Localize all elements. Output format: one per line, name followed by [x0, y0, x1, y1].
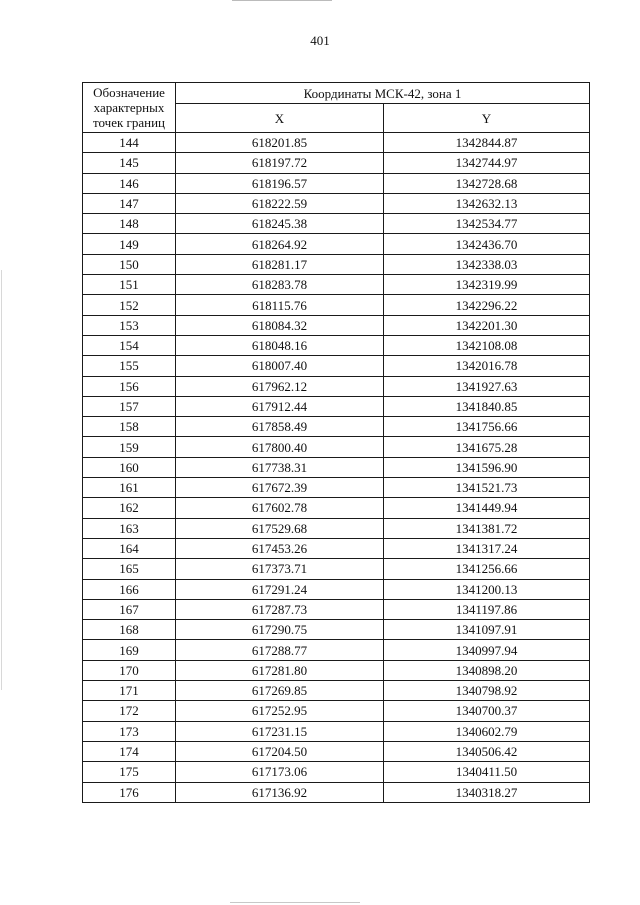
x-coordinate-cell: 618197.72: [176, 153, 384, 173]
table-row: [83, 173, 590, 193]
y-coordinate-cell: 1340411.50: [384, 762, 590, 782]
table-row: [83, 782, 590, 802]
y-coordinate-cell: 1342201.30: [384, 315, 590, 335]
point-number-cell: 168: [83, 620, 176, 640]
table-row: [83, 254, 590, 274]
point-number-cell: 169: [83, 640, 176, 660]
x-coordinate-cell: 618245.38: [176, 214, 384, 234]
table-row: [83, 701, 590, 721]
table-row: [83, 579, 590, 599]
point-number-cell: 167: [83, 599, 176, 619]
x-coordinate-cell: 617287.73: [176, 599, 384, 619]
point-number-cell: 158: [83, 417, 176, 437]
table-row: [83, 478, 590, 498]
table-row: [83, 457, 590, 477]
coordinates-table: [82, 82, 590, 803]
x-coordinate-cell: 617290.75: [176, 620, 384, 640]
scan-edge-bottom: [230, 902, 360, 903]
point-number-cell: 176: [83, 782, 176, 802]
table-row: [83, 234, 590, 254]
x-coordinate-cell: 617204.50: [176, 741, 384, 761]
point-number-cell: 164: [83, 538, 176, 558]
header-coordinates: Координаты МСК-42, зона 1: [176, 83, 590, 104]
y-coordinate-cell: 1342108.08: [384, 335, 590, 355]
y-coordinate-cell: 1342744.97: [384, 153, 590, 173]
table-row: [83, 193, 590, 213]
point-number-cell: 171: [83, 681, 176, 701]
header-y: Y: [384, 104, 590, 133]
header-x: X: [176, 104, 384, 133]
x-coordinate-cell: 617288.77: [176, 640, 384, 660]
point-number-cell: 162: [83, 498, 176, 518]
y-coordinate-cell: 1340997.94: [384, 640, 590, 660]
point-number-cell: 152: [83, 295, 176, 315]
point-number-cell: 153: [83, 315, 176, 335]
table-row: [83, 376, 590, 396]
x-coordinate-cell: 618264.92: [176, 234, 384, 254]
x-coordinate-cell: 618115.76: [176, 295, 384, 315]
x-coordinate-cell: 617173.06: [176, 762, 384, 782]
y-coordinate-cell: 1341840.85: [384, 396, 590, 416]
x-coordinate-cell: 617453.26: [176, 538, 384, 558]
table-row: [83, 133, 590, 153]
table-row: [83, 275, 590, 295]
table-row: [83, 660, 590, 680]
x-coordinate-cell: 617252.95: [176, 701, 384, 721]
x-coordinate-cell: 617136.92: [176, 782, 384, 802]
x-coordinate-cell: 618283.78: [176, 275, 384, 295]
x-coordinate-cell: 617373.71: [176, 559, 384, 579]
point-number-cell: 146: [83, 173, 176, 193]
point-number-cell: 159: [83, 437, 176, 457]
point-number-cell: 165: [83, 559, 176, 579]
table-row: [83, 538, 590, 558]
y-coordinate-cell: 1341197.86: [384, 599, 590, 619]
table-row: [83, 315, 590, 335]
y-coordinate-cell: 1341317.24: [384, 538, 590, 558]
table-row: [83, 762, 590, 782]
point-number-cell: 144: [83, 133, 176, 153]
point-number-cell: 163: [83, 518, 176, 538]
table-row: [83, 741, 590, 761]
x-coordinate-cell: 617672.39: [176, 478, 384, 498]
table-row: [83, 640, 590, 660]
table-row: [83, 335, 590, 355]
point-number-cell: 148: [83, 214, 176, 234]
y-coordinate-cell: 1341596.90: [384, 457, 590, 477]
header-point-designation: Обозначение характерных точек границ: [83, 83, 176, 133]
scan-edge-top: [232, 0, 332, 1]
y-coordinate-cell: 1341756.66: [384, 417, 590, 437]
x-coordinate-cell: 617738.31: [176, 457, 384, 477]
point-number-cell: 156: [83, 376, 176, 396]
x-coordinate-cell: 617281.80: [176, 660, 384, 680]
x-coordinate-cell: 618007.40: [176, 356, 384, 376]
point-number-cell: 151: [83, 275, 176, 295]
y-coordinate-cell: 1342728.68: [384, 173, 590, 193]
y-coordinate-cell: 1342632.13: [384, 193, 590, 213]
scan-edge-left: [1, 270, 2, 690]
y-coordinate-cell: 1341927.63: [384, 376, 590, 396]
point-number-cell: 175: [83, 762, 176, 782]
x-coordinate-cell: 618196.57: [176, 173, 384, 193]
y-coordinate-cell: 1342436.70: [384, 234, 590, 254]
table-row: [83, 559, 590, 579]
table-header: [83, 83, 590, 133]
y-coordinate-cell: 1342016.78: [384, 356, 590, 376]
y-coordinate-cell: 1340798.92: [384, 681, 590, 701]
point-number-cell: 170: [83, 660, 176, 680]
table-body: [83, 133, 590, 803]
point-number-cell: 161: [83, 478, 176, 498]
x-coordinate-cell: 618084.32: [176, 315, 384, 335]
x-coordinate-cell: 618222.59: [176, 193, 384, 213]
point-number-cell: 154: [83, 335, 176, 355]
point-number-cell: 157: [83, 396, 176, 416]
table-row: [83, 518, 590, 538]
point-number-cell: 172: [83, 701, 176, 721]
y-coordinate-cell: 1342534.77: [384, 214, 590, 234]
y-coordinate-cell: 1341381.72: [384, 518, 590, 538]
y-coordinate-cell: 1341256.66: [384, 559, 590, 579]
y-coordinate-cell: 1340318.27: [384, 782, 590, 802]
x-coordinate-cell: 617912.44: [176, 396, 384, 416]
point-number-cell: 160: [83, 457, 176, 477]
y-coordinate-cell: 1340898.20: [384, 660, 590, 680]
header-row-top: [83, 83, 590, 104]
y-coordinate-cell: 1340602.79: [384, 721, 590, 741]
x-coordinate-cell: 618201.85: [176, 133, 384, 153]
y-coordinate-cell: 1341200.13: [384, 579, 590, 599]
y-coordinate-cell: 1342844.87: [384, 133, 590, 153]
table-row: [83, 599, 590, 619]
x-coordinate-cell: 617602.78: [176, 498, 384, 518]
y-coordinate-cell: 1341097.91: [384, 620, 590, 640]
table-row: [83, 153, 590, 173]
table-row: [83, 620, 590, 640]
table-row: [83, 356, 590, 376]
point-number-cell: 155: [83, 356, 176, 376]
x-coordinate-cell: 617529.68: [176, 518, 384, 538]
y-coordinate-cell: 1342319.99: [384, 275, 590, 295]
y-coordinate-cell: 1342338.03: [384, 254, 590, 274]
table-row: [83, 721, 590, 741]
x-coordinate-cell: 618048.16: [176, 335, 384, 355]
x-coordinate-cell: 617291.24: [176, 579, 384, 599]
x-coordinate-cell: 617858.49: [176, 417, 384, 437]
table-row: [83, 498, 590, 518]
page-number: 401: [310, 33, 330, 48]
x-coordinate-cell: 617269.85: [176, 681, 384, 701]
x-coordinate-cell: 618281.17: [176, 254, 384, 274]
table-row: [83, 681, 590, 701]
y-coordinate-cell: 1341449.94: [384, 498, 590, 518]
point-number-cell: 150: [83, 254, 176, 274]
table-row: [83, 295, 590, 315]
point-number-cell: 145: [83, 153, 176, 173]
point-number-cell: 149: [83, 234, 176, 254]
point-number-cell: 174: [83, 741, 176, 761]
point-number-cell: 166: [83, 579, 176, 599]
y-coordinate-cell: 1340506.42: [384, 741, 590, 761]
table-row: [83, 214, 590, 234]
point-number-cell: 173: [83, 721, 176, 741]
table-row: [83, 437, 590, 457]
table-row: [83, 417, 590, 437]
x-coordinate-cell: 617800.40: [176, 437, 384, 457]
y-coordinate-cell: 1341675.28: [384, 437, 590, 457]
y-coordinate-cell: 1341521.73: [384, 478, 590, 498]
x-coordinate-cell: 617231.15: [176, 721, 384, 741]
y-coordinate-cell: 1340700.37: [384, 701, 590, 721]
point-number-cell: 147: [83, 193, 176, 213]
table-row: [83, 396, 590, 416]
y-coordinate-cell: 1342296.22: [384, 295, 590, 315]
x-coordinate-cell: 617962.12: [176, 376, 384, 396]
